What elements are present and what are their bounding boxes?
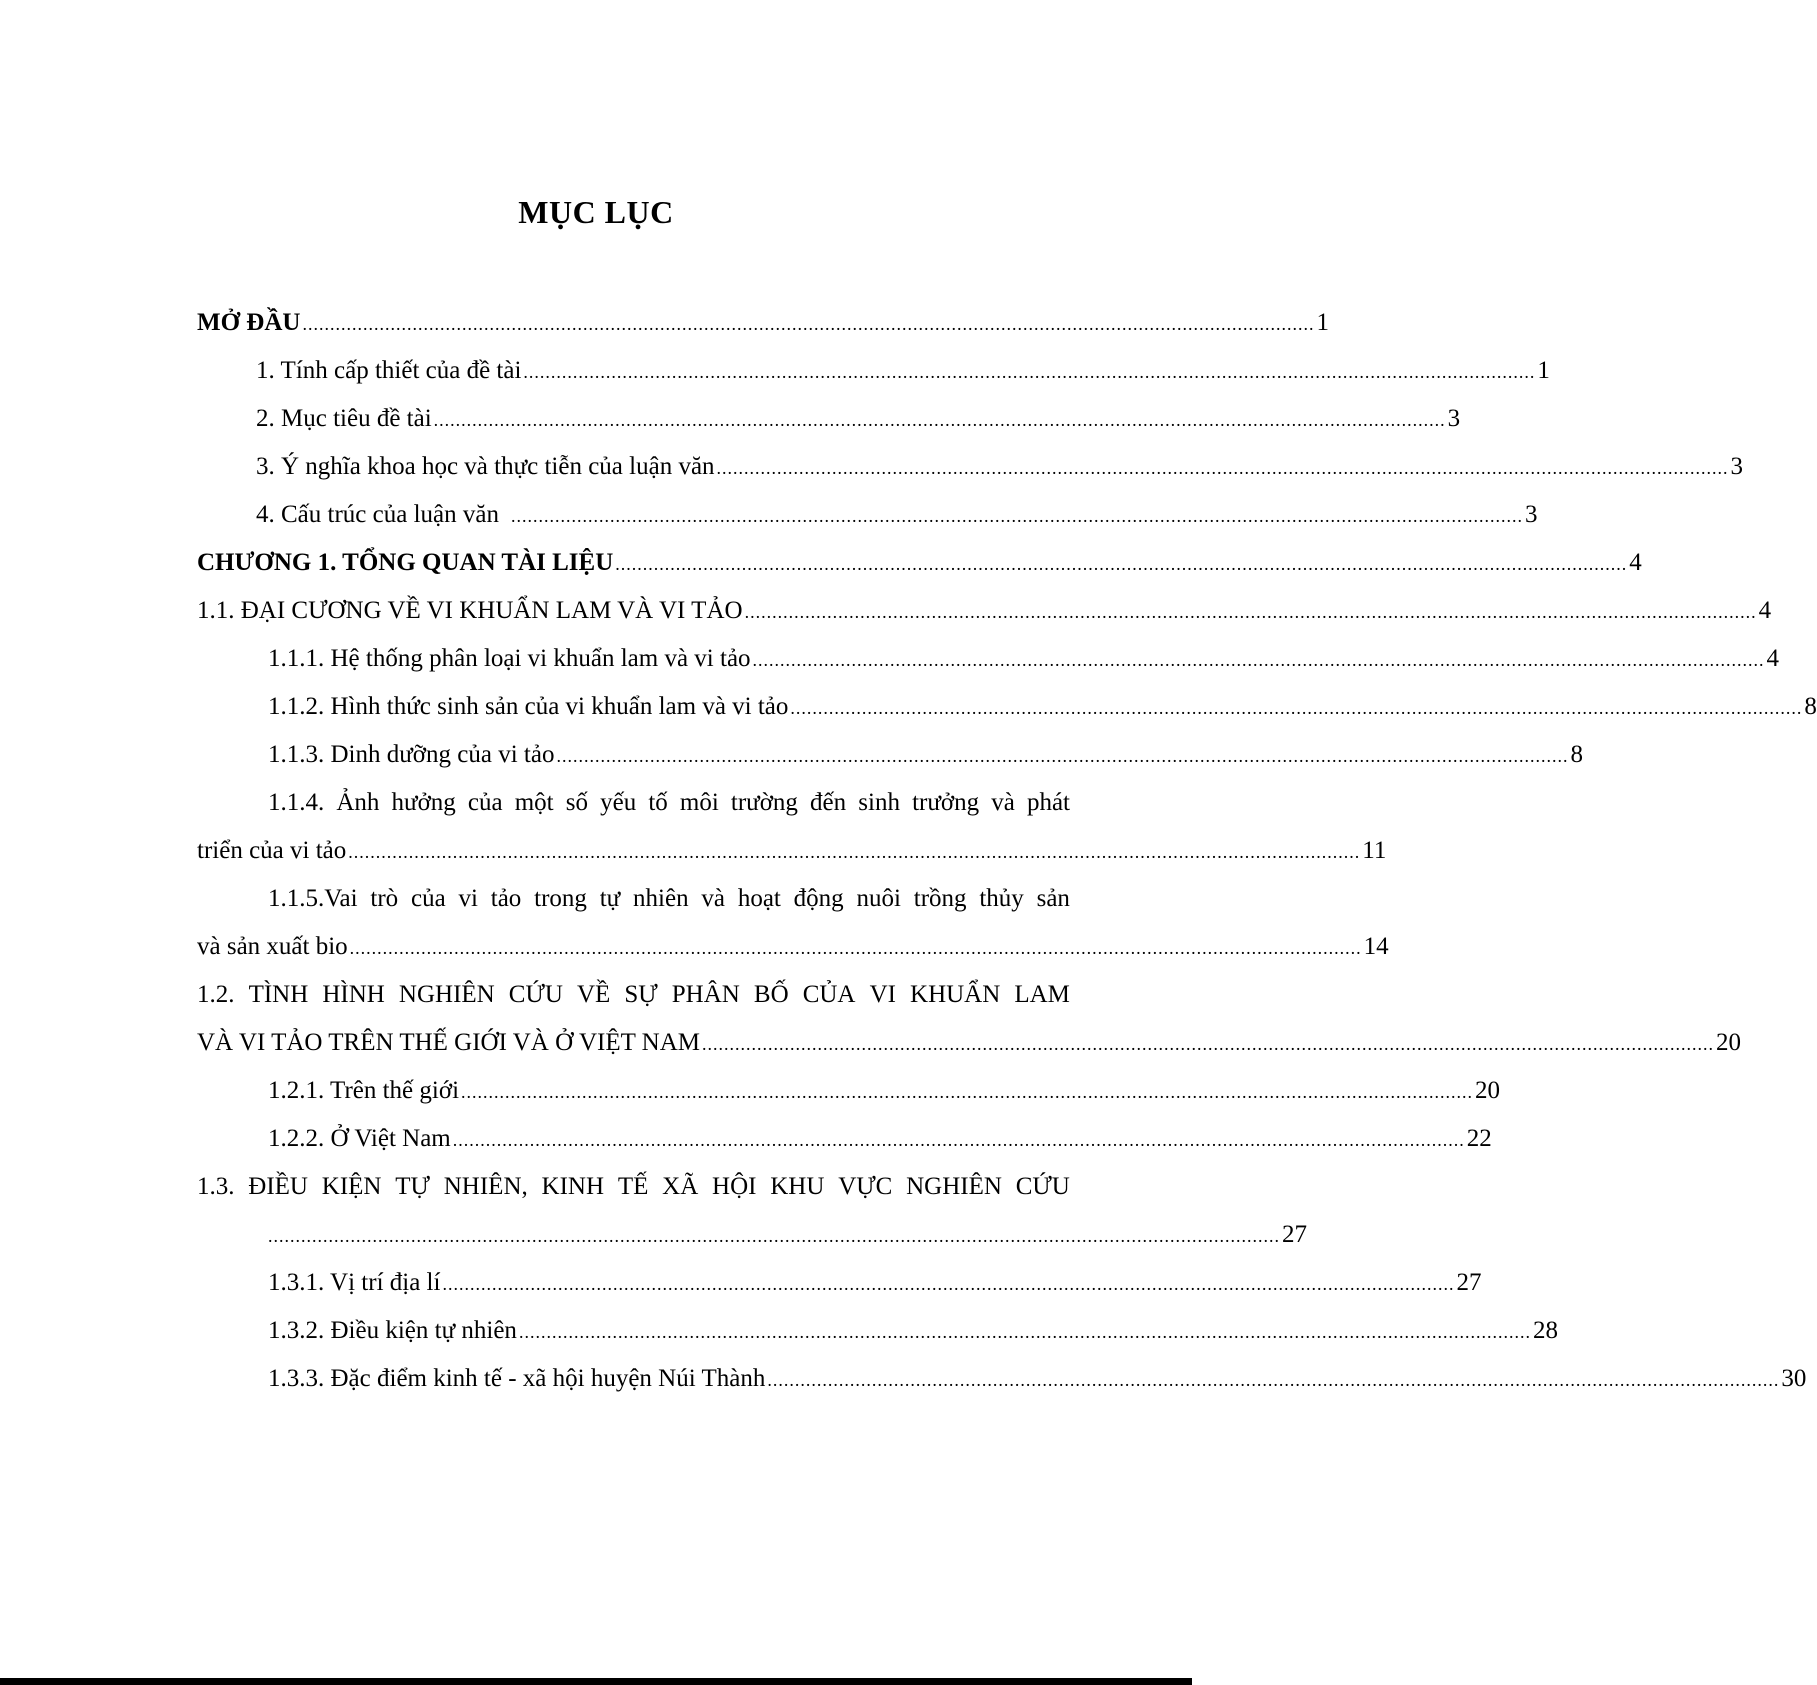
toc-word: HÌNH (322, 981, 385, 1008)
toc-word: hưởng (391, 789, 456, 816)
toc-word: ĐIỀU (248, 1173, 308, 1200)
toc-word: CỨU (1015, 1173, 1070, 1200)
toc-word: yếu (600, 789, 637, 816)
toc-word: trong (534, 885, 587, 912)
toc-word: 1.1.4. (268, 789, 325, 816)
toc-leader-dots: ........................................................................................................................................................................................ (767, 1370, 1780, 1390)
toc-page-number: 8 (1570, 741, 1583, 768)
toc-page-number: 1 (1537, 357, 1550, 384)
toc-word: trồng (913, 885, 967, 912)
toc-word: 1.2. (197, 981, 235, 1008)
toc-leader-dots: ........................................................................................................................................................................................ (348, 842, 1361, 862)
toc-word: nhiên (633, 885, 689, 912)
toc-page-number: 4 (1758, 597, 1772, 624)
toc-entry-1-1-4-line1[interactable] (268, 788, 1070, 818)
toc-page-number: 4 (1766, 645, 1780, 672)
toc-page-number: 4 (1629, 549, 1642, 576)
toc-page-number: 14 (1363, 933, 1389, 960)
toc-leader-dots: ........................................................................................................................................................................................ (615, 554, 1628, 574)
toc-word: CỦA (802, 981, 856, 1008)
toc-word: CỨU (508, 981, 563, 1008)
toc-entry-label: 1.3.1. Vị trí địa lí (268, 1269, 441, 1296)
toc-entry-label: 1.3.3. Đặc điểm kinh tế - xã hội huyện Núi Thành (268, 1365, 766, 1392)
toc-word: LAM (1014, 981, 1070, 1008)
toc-entry-label-continued: triển của vi tảo (197, 837, 347, 864)
toc-word: VỀ (577, 981, 611, 1008)
toc-page-number: 27 (1282, 1221, 1307, 1248)
toc-entry-1-3-3[interactable] (268, 1364, 1807, 1395)
toc-leader-dots: ........................................................................................................................................................................................ (268, 1226, 1280, 1246)
toc-leader-dots: ........................................................................................................................................................................................ (702, 1034, 1715, 1054)
toc-word: trưởng (912, 789, 980, 816)
toc-word: KINH (541, 1173, 605, 1200)
toc-word: của (410, 885, 446, 912)
toc-leader-dots: ........................................................................................................................................................................................ (790, 698, 1803, 718)
toc-word: của (467, 789, 503, 816)
toc-word: VI (869, 981, 896, 1008)
toc-entry-label (197, 980, 1070, 1010)
toc-word: NGHIÊN (398, 981, 495, 1008)
toc-leader-dots: ........................................................................................................................................................................................ (744, 602, 1757, 622)
toc-entry-1-1-2[interactable] (268, 692, 1817, 723)
toc-entry-mo-dau[interactable] (197, 308, 1329, 339)
toc-word: PHÂN (671, 981, 740, 1008)
toc-entry-1-1-5-line2[interactable] (197, 932, 1389, 963)
toc-word: sản (1036, 885, 1070, 912)
toc-leader-dots: ........................................................................................................................................................................................ (433, 410, 1446, 430)
toc-entry-1-2-1[interactable] (268, 1076, 1501, 1107)
toc-entry-1-2-2[interactable] (268, 1124, 1492, 1155)
toc-word: vi (458, 885, 478, 912)
toc-entry-chapter-1[interactable] (197, 548, 1642, 579)
toc-entry-1-1-4-line2[interactable] (197, 836, 1387, 867)
toc-word: VỰC (838, 1173, 893, 1200)
toc-page-number: 3 (1447, 405, 1461, 432)
toc-leader-dots: ........................................................................................................................................................................................ (556, 746, 1569, 766)
toc-word: và (701, 885, 725, 912)
toc-word: tự (599, 885, 621, 912)
toc-word: XÃ (662, 1173, 699, 1200)
toc-entry-1-1-1[interactable] (268, 644, 1780, 675)
toc-word: 1.1.5.Vai (268, 885, 358, 912)
toc-leader-dots: ........................................................................................................................................................................................ (442, 1274, 1455, 1294)
toc-page-number: 20 (1716, 1029, 1742, 1056)
toc-word: trường (730, 789, 798, 816)
toc-entry-label: 1.1. ĐẠI CƯƠNG VỀ VI KHUẨN LAM VÀ VI TẢO (197, 597, 743, 624)
toc-word: Ảnh (336, 789, 380, 816)
toc-entry-1-3-1[interactable] (268, 1268, 1482, 1299)
toc-entry-label: MỞ ĐẦU (197, 309, 301, 336)
toc-word: KHUẨN (910, 981, 1001, 1008)
toc-leader-dots: ........................................................................................................................................................................................ (302, 314, 1315, 334)
toc-word: hoạt (737, 885, 781, 912)
toc-leader-dots: ........................................................................................................................................................................................ (716, 458, 1729, 478)
toc-entry-2[interactable] (256, 404, 1461, 435)
toc-entry-label: 1.1.3. Dinh dưỡng của vi tảo (268, 741, 555, 768)
toc-word: tảo (490, 885, 522, 912)
toc-word: TỰ (395, 1173, 430, 1200)
toc-word: trò (370, 885, 399, 912)
toc-entry-1-1-3[interactable] (268, 740, 1583, 771)
toc-page-number: 28 (1532, 1317, 1558, 1344)
toc-entry-label: 1.1.2. Hình thức sinh sản của vi khuẩn lam và vi tảo (268, 693, 789, 720)
toc-word: số (565, 789, 588, 816)
toc-word: tố (648, 789, 668, 816)
toc-entry-1-1-5-line1[interactable] (268, 884, 1070, 914)
toc-word: BỐ (753, 981, 789, 1008)
toc-entry-label (268, 884, 1070, 914)
toc-page-number: 8 (1804, 693, 1817, 720)
toc-word: TẾ (617, 1173, 649, 1200)
toc-word: môi (679, 789, 719, 816)
toc-page-number: 27 (1456, 1269, 1482, 1296)
toc-entry-label (197, 1172, 1070, 1202)
toc-entry-label-continued: VÀ VI TẢO TRÊN THẾ GIỚI VÀ Ở VIỆT NAM (197, 1029, 701, 1056)
toc-entry-label: 1.2.2. Ở Việt Nam (268, 1125, 451, 1152)
toc-word: HỘI (712, 1173, 757, 1200)
toc-word: động (793, 885, 844, 912)
toc-entry-label: 1. Tính cấp thiết của đề tài (256, 357, 522, 384)
toc-entry-1-3-2[interactable] (268, 1316, 1558, 1347)
toc-entry-3[interactable] (256, 452, 1744, 483)
toc-entry-4[interactable] (256, 500, 1538, 531)
toc-entry-1[interactable] (256, 356, 1550, 387)
toc-leader-dots: ........................................................................................................................................................................................ (510, 506, 1523, 526)
toc-word: sinh (858, 789, 900, 816)
toc-word: phát (1026, 789, 1070, 816)
toc-leader-dots: ........................................................................................................................................................................................ (518, 1322, 1531, 1342)
toc-entry-label: 1.3.2. Điều kiện tự nhiên (268, 1317, 517, 1344)
toc-entry-label (268, 788, 1070, 818)
toc-entry-label: CHƯƠNG 1. TỔNG QUAN TÀI LIỆU (197, 549, 614, 576)
toc-page-number: 20 (1475, 1077, 1501, 1104)
toc-word: thủy (979, 885, 1024, 912)
toc-entry-label: 1.1.1. Hệ thống phân loại vi khuẩn lam và vi tảo (268, 645, 751, 672)
toc-word: 1.3. (197, 1173, 235, 1200)
toc-entry-1-3-line2[interactable] (268, 1220, 1307, 1251)
toc-page-number: 3 (1524, 501, 1538, 528)
toc-page-number: 11 (1362, 837, 1387, 864)
toc-word: đến (810, 789, 847, 816)
toc-entry-label: 2. Mục tiêu đề tài (256, 405, 432, 432)
toc-entry-1-2-line1[interactable] (197, 980, 1070, 1010)
toc-page-number: 3 (1730, 453, 1744, 480)
toc-word: nuôi (856, 885, 901, 912)
toc-leader-dots: ........................................................................................................................................................................................ (461, 1082, 1474, 1102)
toc-entry-label: 4. Cấu trúc của luận văn (256, 501, 499, 528)
toc-word: KIỆN (321, 1173, 382, 1200)
toc-page-number: 22 (1466, 1125, 1492, 1152)
toc-entry-label: 3. Ý nghĩa khoa học và thực tiễn của luận văn (256, 453, 715, 480)
toc-leader-dots: ........................................................................................................................................................................................ (752, 650, 1765, 670)
toc-word: SỰ (624, 981, 658, 1008)
toc-word: KHU (770, 1173, 825, 1200)
toc-leader-dots: ........................................................................................................................................................................................ (523, 362, 1536, 382)
toc-word: NHIÊN, (443, 1173, 528, 1200)
toc-entry-1-2-line2[interactable] (197, 1028, 1742, 1059)
toc-word: TÌNH (248, 981, 309, 1008)
toc-entry-label-continued: và sản xuất bio (197, 933, 348, 960)
toc-entry-1-1[interactable] (197, 596, 1772, 627)
toc-word: và (991, 789, 1015, 816)
page-title: MỤC LỤC (518, 194, 674, 230)
toc-entry-1-3-line1[interactable] (197, 1172, 1070, 1202)
toc-word: NGHIÊN (906, 1173, 1002, 1200)
toc-page-number: 30 (1781, 1365, 1807, 1392)
toc-leader-dots: ........................................................................................................................................................................................ (349, 938, 1362, 958)
toc-page-number: 1 (1316, 309, 1329, 336)
toc-leader-dots: ........................................................................................................................................................................................ (452, 1130, 1465, 1150)
toc-entry-label: 1.2.1. Trên thế giới (268, 1077, 460, 1104)
bottom-edge-bar (0, 1678, 1192, 1685)
toc-word: một (514, 789, 554, 816)
